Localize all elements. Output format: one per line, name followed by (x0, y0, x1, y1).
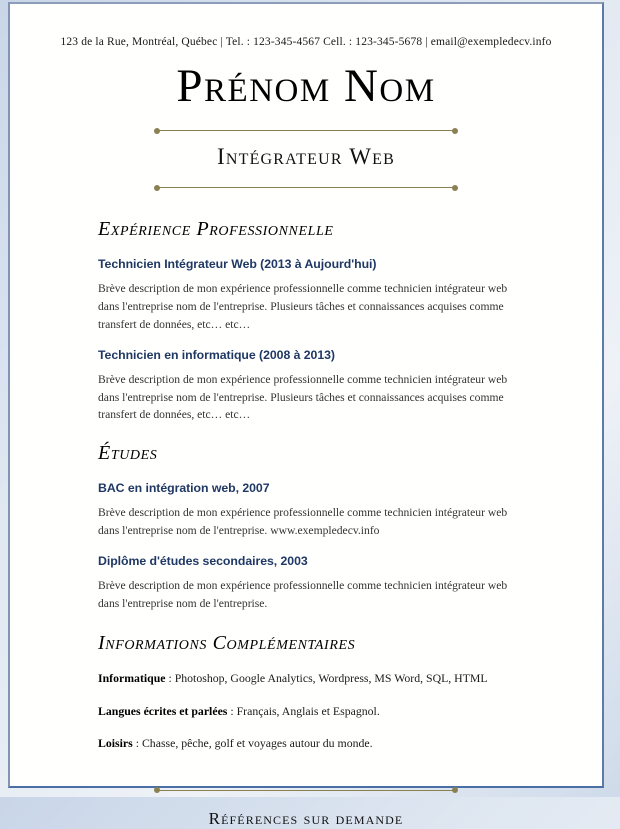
divider-bar (158, 187, 454, 188)
additional-info-label: Informatique (98, 671, 166, 686)
additional-info-value: Photoshop, Google Analytics, Wordpress, MS Word, SQL, HTML (174, 671, 488, 686)
additional-info-item (98, 703, 514, 720)
additional-info-separator: : (132, 736, 142, 751)
education-entry-body: Brève description de mon expérience professionnelle comme technicien intégrateur web dans l'entreprise nom de l'entreprise. www.exempledecv.info (98, 506, 508, 537)
experience-entry-title: Technicien Intégrateur Web (2013 à Aujourd'hui) (98, 257, 377, 272)
candidate-headline: Intégrateur Web (216, 144, 396, 170)
candidate-name: Prénom Nom (176, 60, 436, 112)
divider-dot-right (452, 128, 458, 134)
resume-page-content (10, 4, 602, 828)
section-heading-additional-info: Informations Complémentaires (98, 632, 356, 655)
divider-dot-right (452, 185, 458, 191)
section-heading-experience: Expérience Professionnelle (98, 218, 334, 241)
experience-entry-body: Brève description de mon expérience professionnelle comme technicien intégrateur web dans l'entreprise nom de l'entreprise. Plusieurs tâches et connaissances acquises comme transfert de données, etc… etc… (98, 282, 508, 331)
contact-info-line: 123 de la Rue, Montréal, Québec | Tel. : 123-345-4567 Cell. : 123-345-5678 | email@exempledecv.info (60, 36, 552, 48)
additional-info-separator: : (227, 703, 237, 718)
additional-info-item (98, 670, 514, 687)
additional-info-value: Français, Anglais et Espagnol. (236, 703, 380, 718)
additional-info-item (98, 735, 514, 752)
divider-above-headline (154, 126, 458, 135)
section-heading-education: Études (98, 442, 158, 464)
education-entry-title: Diplôme d'études secondaires, 2003 (98, 554, 308, 569)
additional-info-label: Langues écrites et parlées (98, 703, 228, 718)
divider-dot-right (452, 787, 458, 793)
resume-page (8, 2, 604, 828)
additional-info-value: Chasse, pêche, golf et voyages autour du monde. (141, 736, 373, 751)
divider-bar (158, 130, 454, 131)
experience-entry-body: Brève description de mon expérience professionnelle comme technicien intégrateur web dans l'entreprise nom de l'entreprise. Plusieurs tâches et connaissances acquises comme transfert de données, etc… etc… (98, 373, 508, 422)
resume-body (10, 218, 602, 752)
divider-bar (158, 790, 454, 791)
divider-below-headline (154, 183, 458, 192)
education-entry-body: Brève description de mon expérience professionnelle comme technicien intégrateur web dans l'entreprise nom de l'entreprise. (98, 579, 508, 610)
additional-info-label: Loisirs (98, 736, 133, 751)
divider-above-footer (154, 786, 458, 795)
additional-info-separator: : (165, 671, 175, 686)
experience-entry-title: Technicien en informatique (2008 à 2013) (98, 348, 335, 363)
education-entry-title: BAC en intégration web, 2007 (98, 481, 270, 495)
footer-references-note: Références sur demande (208, 808, 404, 828)
